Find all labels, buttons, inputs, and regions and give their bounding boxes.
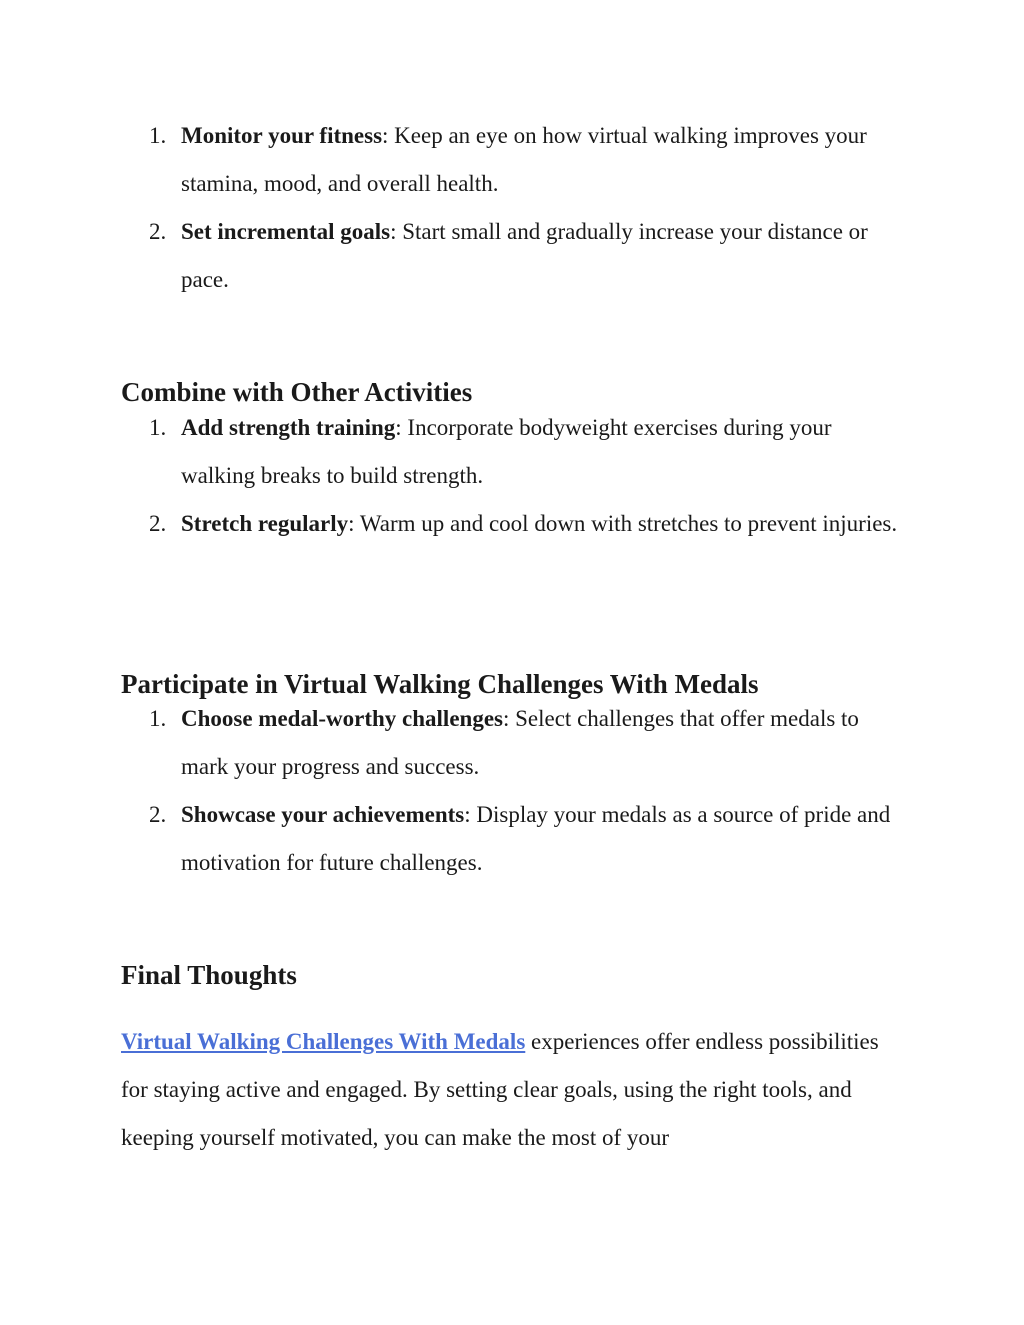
list-item	[149, 112, 911, 208]
list-item-bold: Stretch regularly	[181, 511, 349, 536]
final-paragraph-text: experiences offer endless possibilities for staying active and engaged. By setting clear goals, using the right tools, and keeping yourself motivated, you can make the most of your	[121, 1029, 879, 1150]
list-item	[149, 404, 911, 500]
list-item-text: : Warm up and cool down with stretches to prevent injuries.	[348, 511, 898, 536]
list-item-text: : Keep an eye on how virtual walking improves your stamina, mood, and overall health.	[181, 123, 867, 196]
list-item-bold: Add strength training	[181, 415, 396, 440]
challenges-link[interactable]: Virtual Walking Challenges With Medals	[121, 1029, 526, 1054]
fitness-list	[0, 112, 911, 304]
list-number: 1.	[149, 415, 167, 440]
list-number: 2.	[149, 511, 167, 536]
participate-list	[0, 695, 911, 887]
list-item-text: : Display your medals as a source of pride and motivation for future challenges.	[181, 802, 891, 875]
list-item-text: : Start small and gradually increase your distance or pace.	[181, 219, 868, 292]
list-number: 1.	[149, 706, 167, 731]
list-item	[149, 208, 911, 304]
list-number: 2.	[149, 219, 167, 244]
list-item	[149, 695, 911, 791]
combine-list	[0, 404, 911, 548]
section-heading-combine: Combine with Other Activities	[121, 377, 473, 407]
list-item-text: : Incorporate bodyweight exercises during your walking breaks to build strength.	[181, 415, 832, 488]
list-number: 2.	[149, 802, 167, 827]
list-item-bold: Choose medal-worthy challenges	[181, 706, 503, 731]
list-item-bold: Monitor your fitness	[181, 123, 383, 148]
section-heading-participate: Participate in Virtual Walking Challenges With Medals	[121, 669, 759, 699]
list-item	[149, 791, 911, 887]
list-item-bold: Set incremental goals	[181, 219, 391, 244]
section-heading-final-thoughts: Final Thoughts	[121, 960, 297, 990]
list-item-text: : Select challenges that offer medals to mark your progress and success.	[181, 706, 859, 779]
list-number: 1.	[149, 123, 167, 148]
list-item-bold: Showcase your achievements	[181, 802, 465, 827]
final-paragraph	[121, 1018, 911, 1162]
list-item	[149, 500, 911, 548]
